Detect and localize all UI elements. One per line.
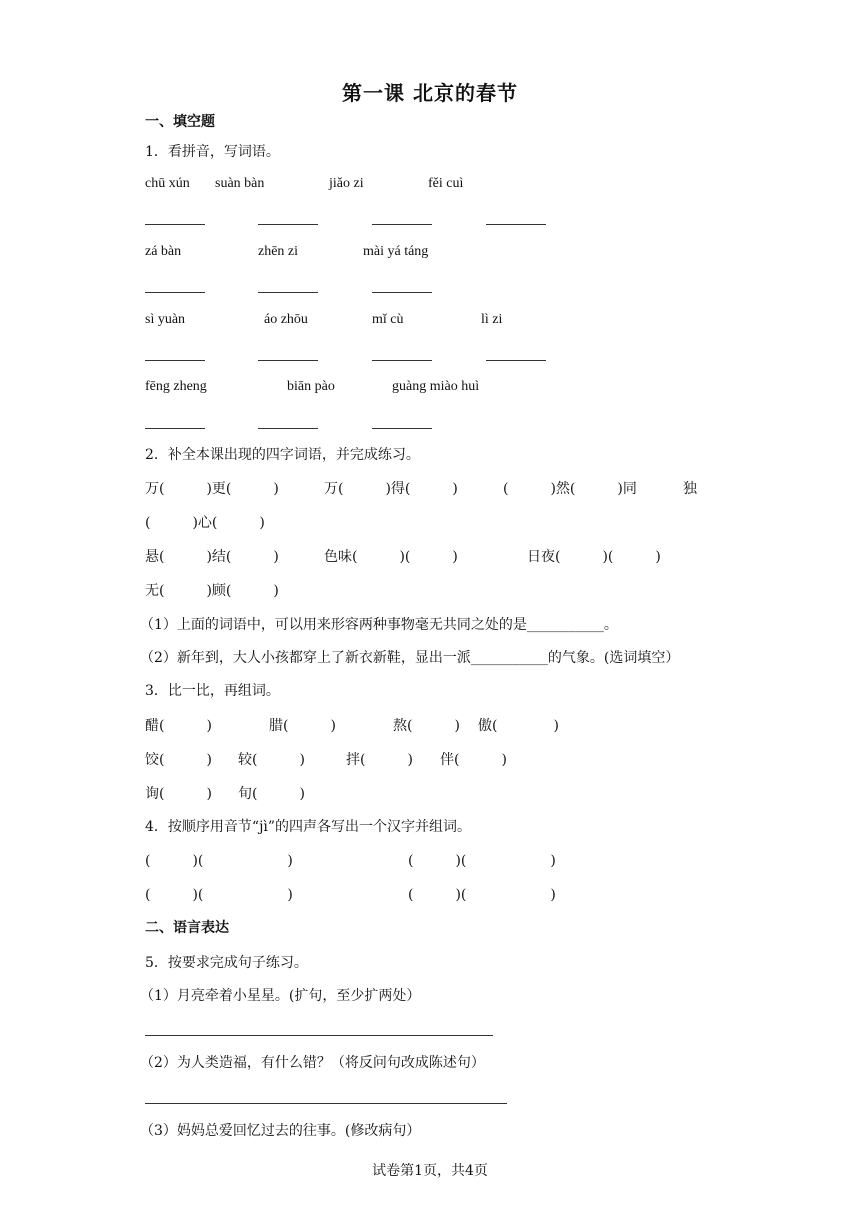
- word-blank[interactable]: 拌( ): [346, 752, 413, 768]
- idiom-blank[interactable]: 无( )顾( ): [145, 583, 279, 599]
- pinyin-item: sì yuàn: [145, 312, 186, 327]
- pinyin-item: biān pào: [287, 379, 335, 394]
- question-2-sub-1: （1）上面的词语中，可以用来形容两种事物毫无共同之处的是___________。: [140, 617, 618, 633]
- answer-blank[interactable]: [258, 292, 318, 293]
- idiom-blank[interactable]: ( )心( ): [145, 515, 265, 531]
- word-blank[interactable]: 询( ): [145, 786, 212, 802]
- question-2-sub-2: （2）新年到，大人小孩都穿上了新衣新鞋，显出一派___________的气象。(选词填空）: [140, 650, 680, 666]
- question-1-stem: 1．看拼音，写词语。: [145, 144, 280, 160]
- section-heading-fill-blank: 一、填空题: [145, 114, 215, 130]
- answer-blank[interactable]: [145, 224, 205, 225]
- pinyin-item: mài yá táng: [363, 244, 429, 259]
- char-word-blank[interactable]: ( )( ): [145, 853, 293, 869]
- char-word-blank[interactable]: ( )( ): [408, 853, 556, 869]
- idiom-blank[interactable]: 日夜( )( ): [527, 549, 661, 565]
- word-blank[interactable]: 腊( ): [269, 718, 336, 734]
- idiom-blank[interactable]: 色味( )( ): [324, 549, 458, 565]
- word-blank[interactable]: 醋( ): [145, 718, 212, 734]
- answer-blank[interactable]: [258, 224, 318, 225]
- question-5-sub-2: （2）为人类造福，有什么错？（将反问句改成陈述句）: [140, 1055, 485, 1071]
- char-word-blank[interactable]: ( )( ): [145, 887, 293, 903]
- answer-blank[interactable]: [258, 428, 318, 429]
- question-4-stem: 4．按顺序用音节“jì”的四声各写出一个汉字并组词。: [145, 819, 472, 835]
- answer-blank[interactable]: [372, 360, 432, 361]
- pinyin-item: fěi cuì: [428, 176, 464, 191]
- answer-blank[interactable]: [145, 360, 205, 361]
- question-5-stem: 5．按要求完成句子练习。: [145, 955, 308, 971]
- answer-blank[interactable]: [486, 224, 546, 225]
- answer-blank[interactable]: [372, 428, 432, 429]
- idiom-blank[interactable]: 悬( )结( ): [145, 549, 279, 565]
- question-3-stem: 3．比一比，再组词。: [145, 683, 280, 699]
- pinyin-item: suàn bàn: [215, 176, 265, 191]
- pinyin-item: zá bàn: [145, 244, 182, 259]
- question-5-sub-3: （3）妈妈总爱回忆过去的往事。(修改病句）: [140, 1123, 421, 1139]
- word-blank[interactable]: 傲( ): [478, 718, 559, 734]
- section-heading-language: 二、语言表达: [145, 920, 229, 936]
- answer-blank[interactable]: [258, 360, 318, 361]
- pinyin-item: áo zhōu: [264, 312, 308, 327]
- question-5-sub-1: （1）月亮牵着小星星。(扩句，至少扩两处）: [140, 988, 421, 1004]
- word-blank[interactable]: 较( ): [238, 752, 305, 768]
- page-footer: 试卷第1页，共4页: [372, 1163, 488, 1179]
- idiom-blank[interactable]: 万( )更( ): [145, 481, 279, 497]
- pinyin-item: jiǎo zi: [329, 176, 364, 191]
- pinyin-item: mǐ cù: [372, 312, 404, 327]
- word-blank[interactable]: 熬( ): [393, 718, 460, 734]
- word-blank[interactable]: 饺( ): [145, 752, 212, 768]
- pinyin-item: fēng zheng: [145, 379, 207, 394]
- question-2-stem: 2．补全本课出现的四字词语，并完成练习。: [145, 447, 420, 463]
- answer-blank[interactable]: [145, 428, 205, 429]
- idiom-blank: 独: [683, 481, 697, 497]
- answer-blank[interactable]: [372, 292, 432, 293]
- answer-line[interactable]: [145, 1035, 493, 1036]
- answer-blank[interactable]: [145, 292, 205, 293]
- idiom-blank[interactable]: ( )然( )同: [503, 481, 637, 497]
- pinyin-item: guàng miào huì: [392, 379, 480, 394]
- char-word-blank[interactable]: ( )( ): [408, 887, 556, 903]
- pinyin-item: lì zi: [481, 312, 503, 327]
- page-title: 第一课 北京的春节: [342, 81, 518, 105]
- word-blank[interactable]: 伴( ): [440, 752, 507, 768]
- answer-line[interactable]: [145, 1103, 507, 1104]
- answer-blank[interactable]: [486, 360, 546, 361]
- word-blank[interactable]: 旬( ): [238, 786, 305, 802]
- pinyin-item: chū xún: [145, 176, 190, 191]
- answer-blank[interactable]: [372, 224, 432, 225]
- idiom-blank[interactable]: 万( )得( ): [324, 481, 458, 497]
- pinyin-item: zhēn zi: [258, 244, 299, 259]
